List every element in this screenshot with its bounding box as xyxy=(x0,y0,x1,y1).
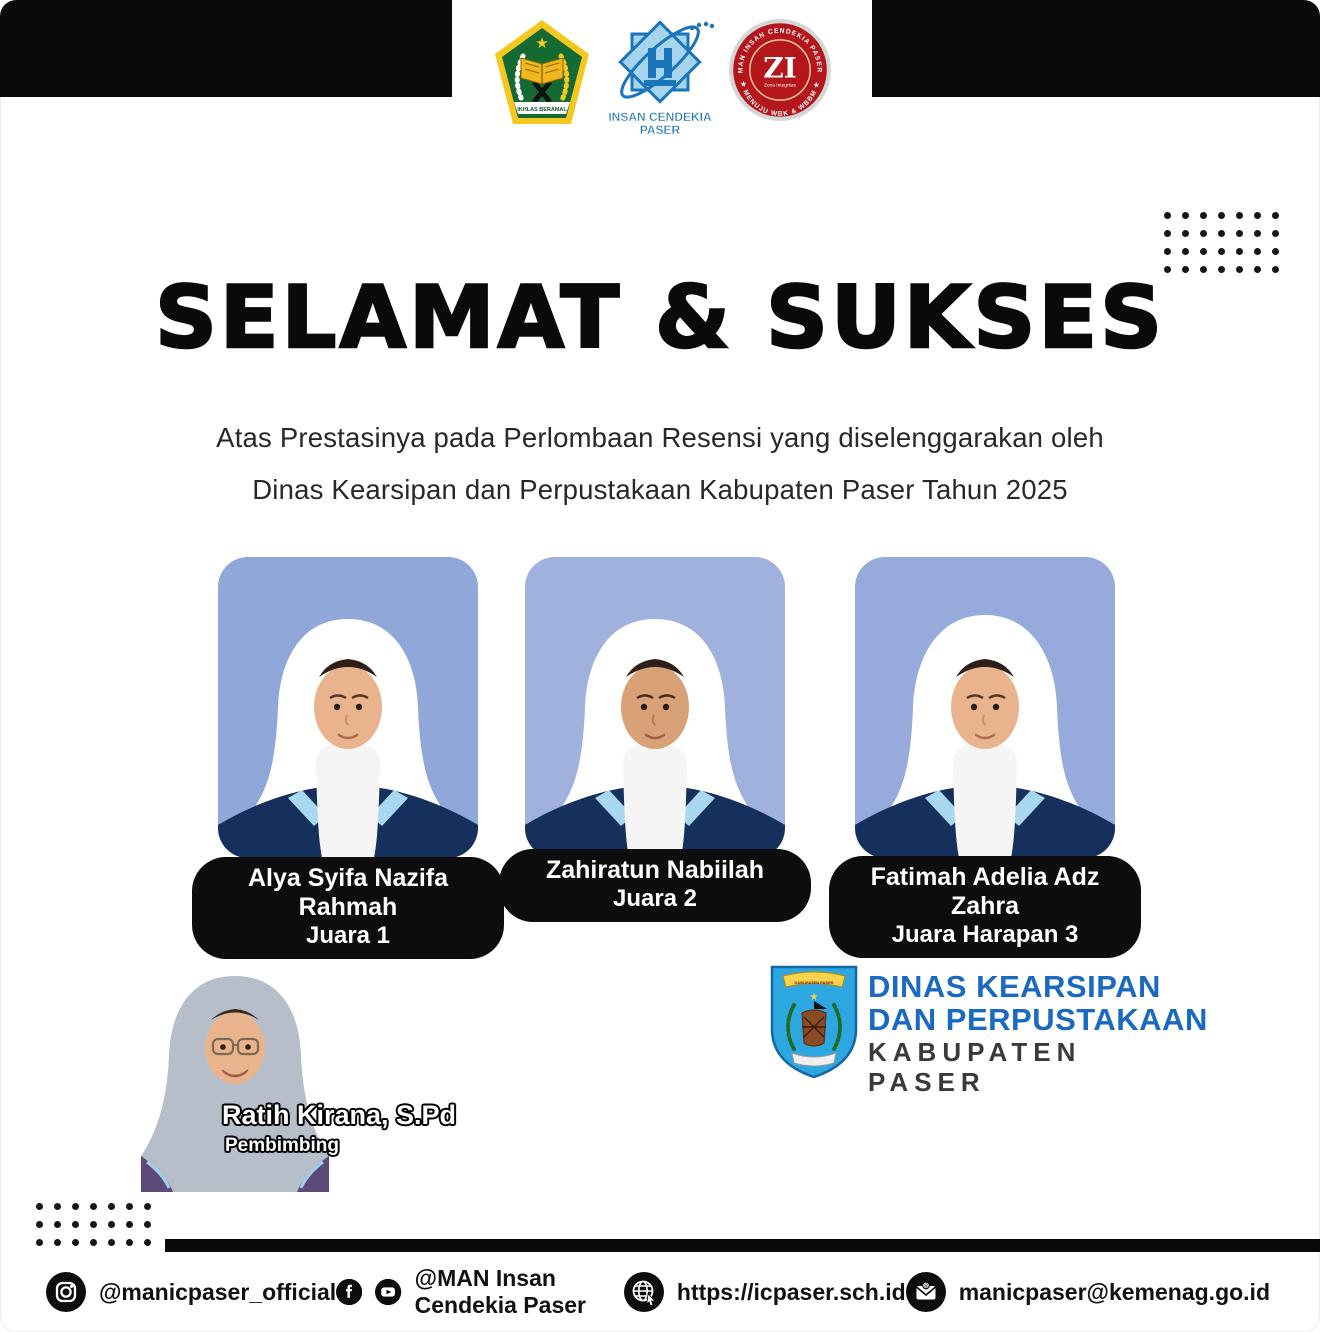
winner-label-2 xyxy=(499,849,811,922)
globe-icon xyxy=(624,1272,664,1312)
svg-text:★: ★ xyxy=(535,35,549,52)
zi-center-text: ZI xyxy=(763,51,797,85)
winner-name: Fatimah Adelia Adz Zahra xyxy=(870,863,1100,920)
footer-email xyxy=(906,1272,1270,1312)
header-logo-card xyxy=(452,0,872,146)
kemenag-banner-text: IKHLAS BERAMAL xyxy=(517,107,567,113)
student-portrait-illustration xyxy=(525,557,785,858)
dot-grid-bottom-left xyxy=(36,1203,151,1246)
winner-label-3 xyxy=(829,856,1141,958)
shield-banner-text: KABUPATEN PASER xyxy=(794,980,834,985)
ic-logo-line2: PASER xyxy=(639,123,681,137)
page-title: SELAMAT & SUKSES xyxy=(154,268,1166,368)
email-address: manicpaser@kemenag.go.id xyxy=(958,1278,1270,1305)
svg-text:@: @ xyxy=(923,1283,929,1290)
organizer-line-1: DINAS KEARSIPAN xyxy=(868,969,1161,1004)
winner-award: Juara 2 xyxy=(612,885,698,912)
winner-photo-1 xyxy=(218,557,478,858)
kemenag-logo-icon xyxy=(492,18,592,128)
subtitle-line-1: Atas Prestasinya pada Perlombaan Resensi yang diselenggarakan oleh xyxy=(216,422,1104,453)
winner-photo-3 xyxy=(855,557,1115,858)
subtitle-line-2: Dinas Kearsipan dan Perpustakaan Kabupaten Paser Tahun 2025 xyxy=(252,474,1068,505)
zi-arc-bottom-text: ★ MENUJU WBK & WBBM ★ xyxy=(738,80,822,118)
winner-photo-2 xyxy=(525,557,785,858)
zi-center-sub-text: Zona Integritas xyxy=(764,83,796,89)
dot-grid-top-right xyxy=(1164,212,1279,273)
footer-black-bar xyxy=(165,1239,1320,1252)
winner-name: Alya Syifa Nazifa Rahmah xyxy=(247,864,449,921)
ic-logo-line1: INSAN CENDEKIA xyxy=(608,110,712,124)
website-url: https://icpaser.sch.id xyxy=(676,1278,906,1305)
mentor-portrait-illustration xyxy=(115,960,355,1192)
student-portrait-illustration xyxy=(855,557,1115,858)
footer xyxy=(0,1252,1320,1332)
svg-text:★: ★ xyxy=(809,992,819,1003)
mentor-role: Pembimbing xyxy=(225,1135,340,1156)
subtitle xyxy=(0,412,1320,516)
kabupaten-paser-emblem-icon xyxy=(768,963,860,1081)
student-portrait-illustration xyxy=(218,557,478,858)
winner-label-1 xyxy=(192,857,504,959)
youtube-icon xyxy=(375,1272,401,1312)
organizer-line-2: DAN PERPUSTAKAAN xyxy=(868,1002,1208,1037)
footer-website xyxy=(624,1272,906,1312)
instagram-handle: @manicpaser_official xyxy=(99,1278,337,1305)
zi-badge-icon xyxy=(728,18,832,122)
mentor-name: Ratih Kirana, S.Pd xyxy=(222,1100,457,1130)
organizer-text-block xyxy=(868,970,1208,1097)
footer-social xyxy=(336,1265,624,1319)
winner-award: Juara 1 xyxy=(305,922,391,949)
social-handle: @MAN Insan Cendekia Paser xyxy=(414,1265,586,1318)
insan-cendekia-logo-icon xyxy=(604,18,716,138)
email-icon xyxy=(906,1272,946,1312)
instagram-icon xyxy=(46,1272,86,1312)
footer-instagram xyxy=(46,1272,336,1312)
organizer-line-3: KABUPATEN PASER xyxy=(868,1037,1082,1097)
facebook-icon xyxy=(336,1272,362,1312)
zi-arc-top-text: MAN INSAN CENDEKIA PASER xyxy=(737,27,823,74)
winner-award: Juara Harapan 3 xyxy=(891,921,1079,948)
winner-name: Zahiratun Nabiilah xyxy=(545,856,765,884)
